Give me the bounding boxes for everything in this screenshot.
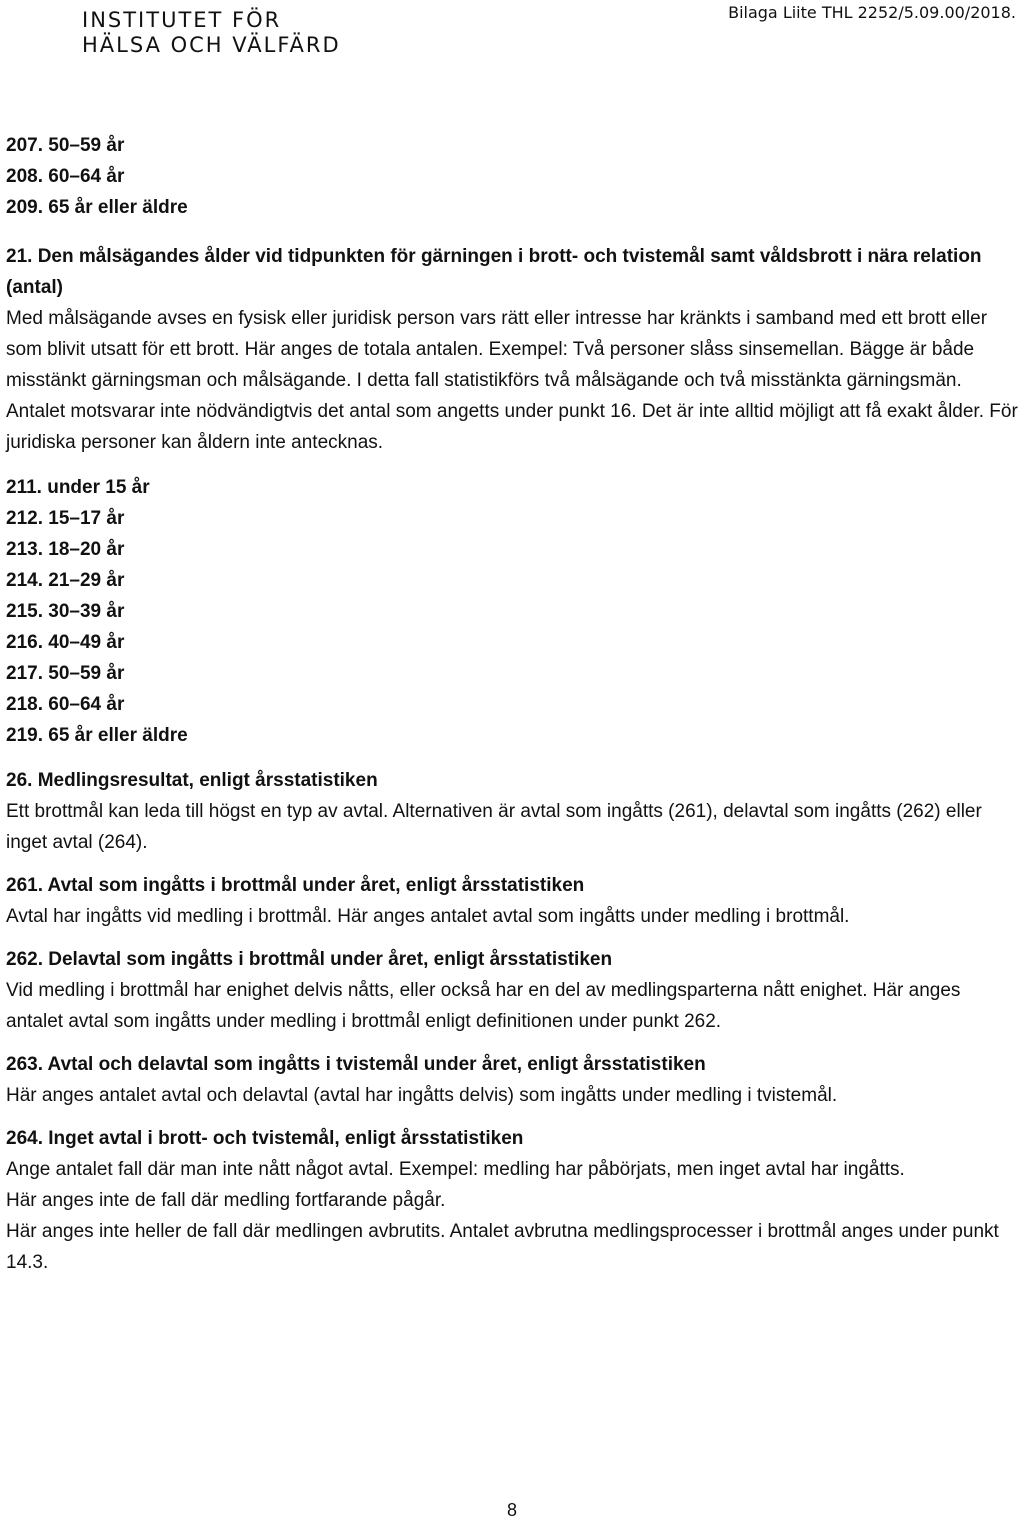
document-reference: Bilaga Liite THL 2252/5.09.00/2018. xyxy=(728,3,1016,22)
section-heading: 261. Avtal som ingåtts i brottmål under året, enligt årsstatistiken xyxy=(6,875,585,896)
section-heading: 262. Delavtal som ingåtts i brottmål under året, enligt årsstatistiken xyxy=(6,949,613,970)
list-item: 208. 60–64 år xyxy=(6,166,125,187)
section-263 xyxy=(6,1049,1020,1111)
list-item: 216. 40–49 år xyxy=(6,632,125,653)
page-number: 8 xyxy=(506,1500,517,1520)
section-body: Vid medling i brottmål har enighet delvis nåtts, eller också har en del av medlingsparterna nått enighet. Här anges antalet avtal som ingåtts under medling i brottmål enligt definitionen under punkt 262. xyxy=(6,980,961,1032)
list-item: 219. 65 år eller äldre xyxy=(6,725,188,746)
logo-line-1: INSTITUTET FÖR xyxy=(82,8,282,32)
document-body xyxy=(6,130,1020,1290)
logo-line-2: HÄLSA OCH VÄLFÄRD xyxy=(82,33,341,57)
section-261 xyxy=(6,870,1020,932)
institute-logo xyxy=(82,8,341,58)
section-body: Här anges inte de fall där medling fortfarande pågår. xyxy=(6,1190,446,1211)
section-heading: 263. Avtal och delavtal som ingåtts i tvistemål under året, enligt årsstatistiken xyxy=(6,1054,706,1075)
section-body: Avtal har ingåtts vid medling i brottmål. Här anges antalet avtal som ingåtts under medling i brottmål. xyxy=(6,906,850,927)
section-body: Ange antalet fall där man inte nått något avtal. Exempel: medling har påbörjats, men inget avtal har ingåtts. xyxy=(6,1159,905,1180)
list-item: 211. under 15 år xyxy=(6,477,150,498)
age-list-21 xyxy=(6,472,1020,751)
list-item: 209. 65 år eller äldre xyxy=(6,197,188,218)
section-26 xyxy=(6,765,1020,858)
section-heading: 264. Inget avtal i brott- och tvistemål, enligt årsstatistiken xyxy=(6,1128,524,1149)
section-heading: 26. Medlingsresultat, enligt årsstatistiken xyxy=(6,770,378,791)
section-264 xyxy=(6,1123,1020,1278)
list-item: 207. 50–59 år xyxy=(6,135,125,156)
list-item: 217. 50–59 år xyxy=(6,663,125,684)
list-item: 212. 15–17 år xyxy=(6,508,125,529)
section-body: Ett brottmål kan leda till högst en typ av avtal. Alternativen är avtal som ingåtts (261), delavtal som ingåtts (262) eller inget avtal (264). xyxy=(6,801,982,853)
list-item: 218. 60–64 år xyxy=(6,694,125,715)
section-body: Med målsägande avses en fysisk eller juridisk person vars rätt eller intresse har kränkts i samband med ett brott eller som blivit utsatt för ett brott. Här anges de totala antalen. Exempel: Två personer slåss sinsemellan. Bägge är både misstänkt gärningsman och målsägande. I detta fall statistikförs två målsägande och två misstänkta gärningsmän. Antalet motsvarar inte nödvändigtvis det antal som angetts under punkt 16. Det är inte alltid möjligt att få exakt ålder. För juridiska personer kan åldern inte antecknas. xyxy=(6,308,1018,453)
section-262 xyxy=(6,944,1020,1037)
section-heading: 21. Den målsägandes ålder vid tidpunkten för gärningen i brott- och tvistemål samt våldsbrott i nära relation (antal) xyxy=(6,246,982,298)
list-item: 215. 30–39 år xyxy=(6,601,125,622)
list-item: 213. 18–20 år xyxy=(6,539,125,560)
section-21 xyxy=(6,241,1020,458)
list-item: 214. 21–29 år xyxy=(6,570,125,591)
section-body: Här anges inte heller de fall där medlingen avbrutits. Antalet avbrutna medlingsprocesser i brottmål anges under punkt 14.3. xyxy=(6,1221,999,1273)
section-body: Här anges antalet avtal och delavtal (avtal har ingåtts delvis) som ingåtts under medling i tvistemål. xyxy=(6,1085,838,1106)
age-list-20 xyxy=(6,130,1020,223)
